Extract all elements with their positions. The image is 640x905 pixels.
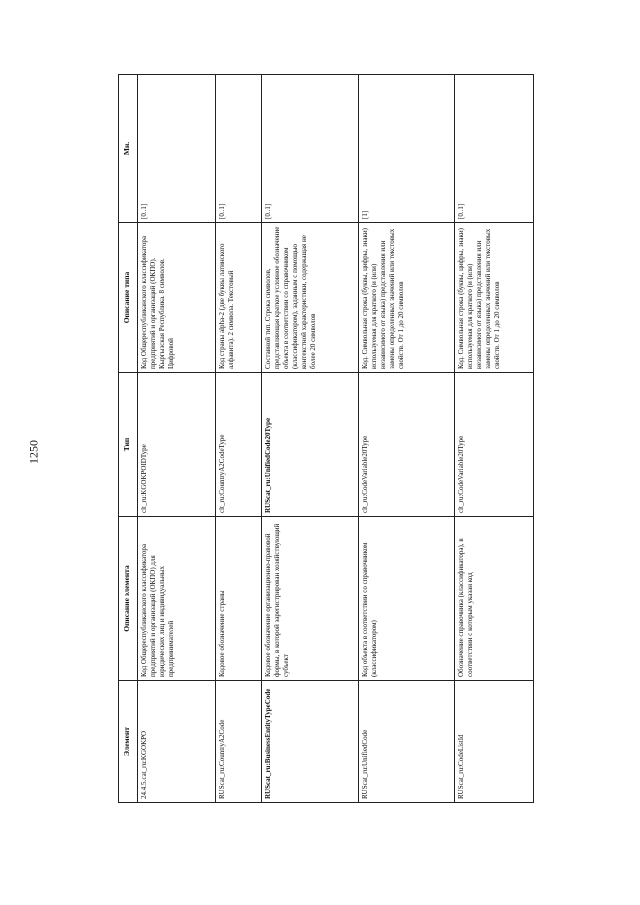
header-type-description: Описание типа	[119, 223, 138, 373]
type-name: clt_ru:KGOKPOIDType	[138, 373, 216, 517]
multiplicity: [0..1]	[455, 75, 534, 223]
type-name: RUScat_ru:UnifiedCode20Type	[262, 373, 359, 517]
header-row	[119, 75, 138, 803]
type-name: clt_ru:CodeVariable20Type	[359, 373, 455, 517]
type-description: Код. Символьная строка (буквы, цифры, знаки) используемая для краткого (и (или) независимого от языка) представления или замены определенных значений или текстовых свойств. От 1 до 20 символов	[359, 223, 455, 373]
table-row	[262, 75, 359, 803]
element-name: RUScat_ru:CodeListId	[455, 681, 534, 803]
header-multiplicity: Мн.	[119, 75, 138, 223]
element-description: Код Общереспубликанского классификатора предприятий и организаций (ОКПО) для юридических лиц и индивидуальных предпринимателей	[138, 517, 216, 681]
header-element-description: Описание элемента	[119, 517, 138, 681]
element-description: Кодовое обозначение организационно-правовой формы, в которой зарегистрирован хозяйствующий субъект	[262, 517, 359, 681]
element-description: Код объекта в соответствии со справочником (классификатором)	[359, 517, 455, 681]
multiplicity: [0..1]	[216, 75, 262, 223]
multiplicity: [0..1]	[138, 75, 216, 223]
header-element: Элемент	[119, 681, 138, 803]
element-name: RUScat_ru:BusinessEntityTypeCode	[262, 681, 359, 803]
type-name: clt_ru:CountryA2CodeType	[216, 373, 262, 517]
element-name: RUScat_ru:UnifiedCode	[359, 681, 455, 803]
type-description: Код страны alpha-2 (две буквы латинского алфавита). 2 символа. Текстовый	[216, 223, 262, 373]
rotated-table-wrapper	[118, 75, 549, 803]
table-row	[138, 75, 216, 803]
type-name: clt_ru:CodeVariable20Type	[455, 373, 534, 517]
table-row	[216, 75, 262, 803]
schema-table	[118, 74, 534, 803]
row-number: 24.4.5.	[138, 783, 216, 803]
header-type: Тип	[119, 373, 138, 517]
page-number: 1250	[26, 440, 41, 464]
multiplicity: [0..1]	[262, 75, 359, 223]
element-description: Кодовое обозначение страны	[216, 517, 262, 681]
element-name: RUScat_ru:CountryA2Code	[216, 681, 262, 803]
type-description: Код. Символьная строка (буквы, цифры, знаки) используемая для краткого (и (или) независимого от языка) представления или замены определенных значений или текстовых свойств. От 1 до 20 символов	[455, 223, 534, 373]
type-description: Составной тип. Строка символов, представляющая краткое условное обозначение объекта в соответствии со справочником (классификатором), заданным с помощью контекстной характеристики, содержащая не более 20 символов	[262, 223, 359, 373]
table-row	[359, 75, 455, 803]
element-description: Обозначение справочника (классификатора), в соответствии с которым указан код	[455, 517, 534, 681]
element-name: cat_ru:KGOKPO	[138, 681, 216, 783]
multiplicity: [1]	[359, 75, 455, 223]
type-description: Код Общереспубликанского классификатора предприятий и организаций (ОКПО). Кыргызская Республика. 8 символов. Цифровой	[138, 223, 216, 373]
table-row	[455, 75, 534, 803]
